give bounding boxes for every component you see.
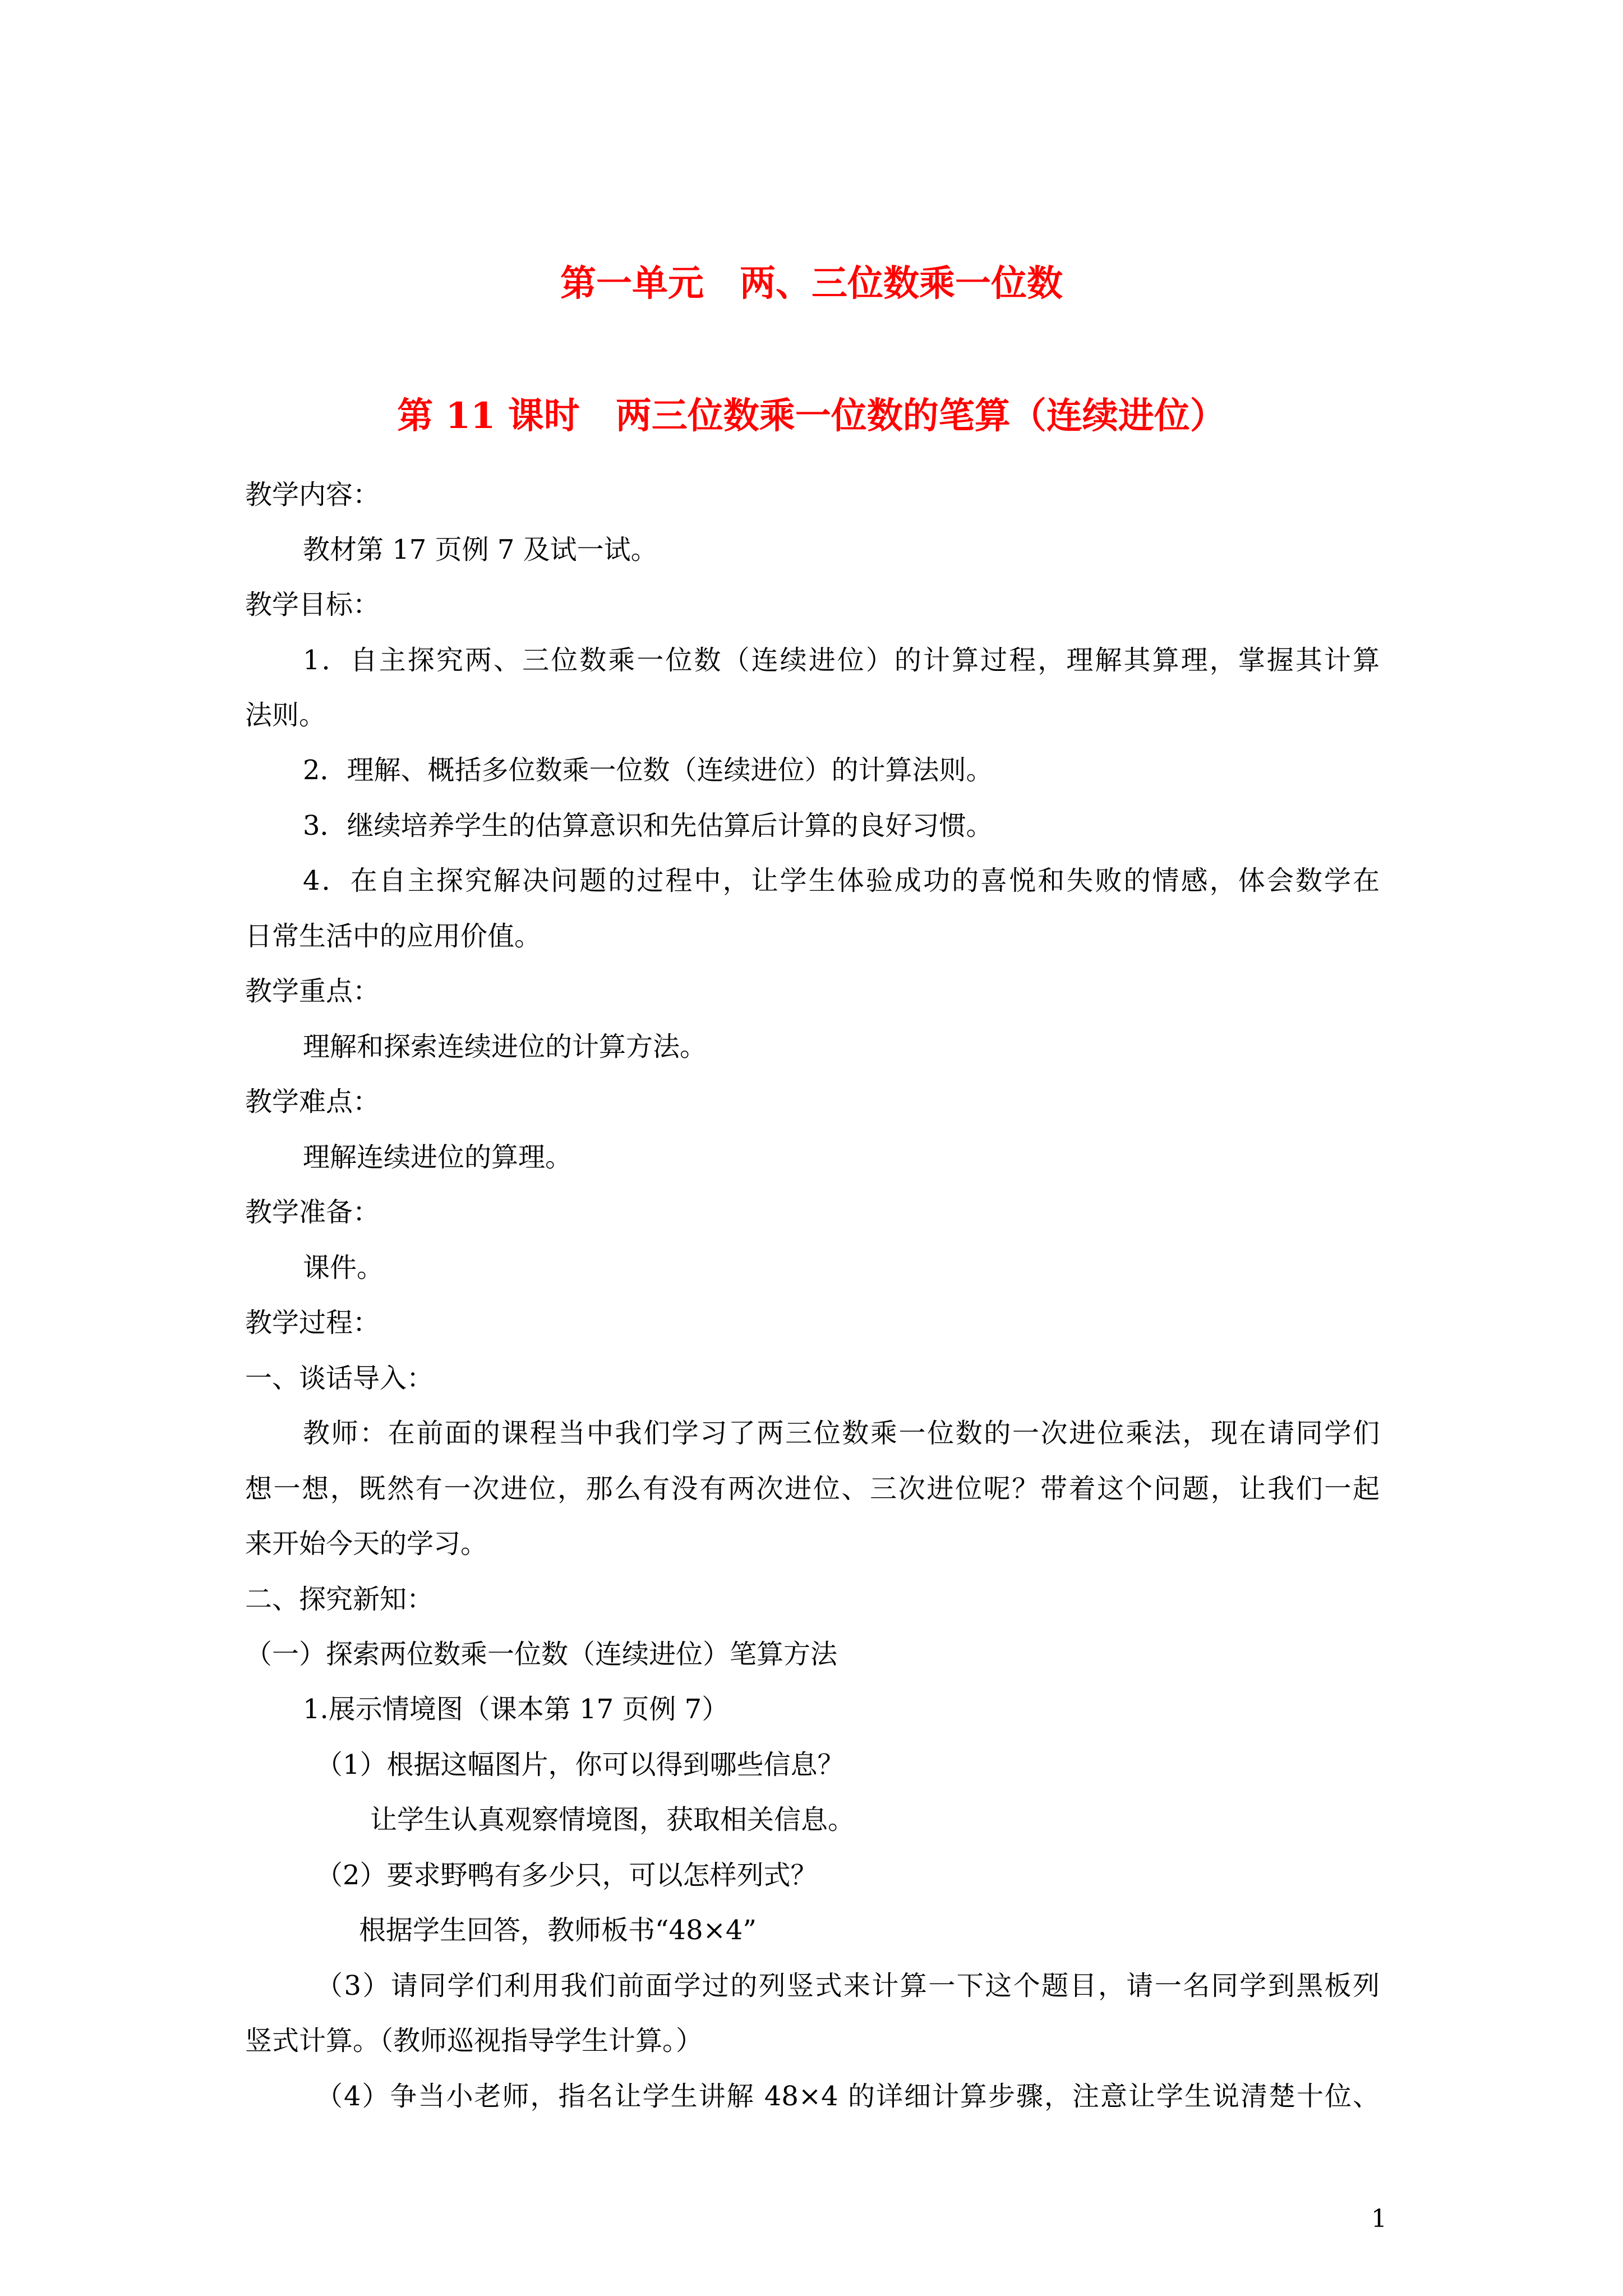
subsection-heading: （一）探索两位数乘一位数（连续进位）笔算方法 xyxy=(245,1639,838,1670)
objective-2: 2．理解、概括多位数乘一位数（连续进位）的计算法则。 xyxy=(303,754,993,786)
content-text: 教材第 17 页例 7 及试一试。 xyxy=(303,534,658,565)
unit-title: 第一单元 两、三位数乘一位数 xyxy=(560,263,1063,305)
item-1: 1.展示情境图（课本第 17 页例 7） xyxy=(303,1694,729,1725)
item-1-1: （1）根据这幅图片，你可以得到哪些信息？ xyxy=(316,1749,845,1780)
objective-1-line-1: 1．自主探究两、三位数乘一位数（连续进位）的计算过程，理解其算理，掌握其计算 xyxy=(303,645,1380,676)
step-one-heading: 一、谈话导入： xyxy=(245,1363,434,1394)
step-two-heading: 二、探究新知： xyxy=(245,1584,434,1615)
objective-1-line-2: 法则。 xyxy=(245,700,326,731)
key-points-text: 理解和探索连续进位的计算方法。 xyxy=(303,1031,707,1062)
difficulties-text: 理解连续进位的算理。 xyxy=(303,1142,573,1173)
lesson-title: 第 11 课时 两三位数乘一位数的笔算（连续进位） xyxy=(397,395,1226,437)
section-heading-process: 教学过程： xyxy=(245,1307,380,1338)
intro-paragraph-line-3: 来开始今天的学习。 xyxy=(245,1528,488,1559)
section-heading-content: 教学内容： xyxy=(245,479,380,510)
intro-paragraph-line-2: 想一想，既然有一次进位，那么有没有两次进位、三次进位呢？带着这个问题，让我们一起 xyxy=(245,1473,1380,1504)
section-heading-key-points: 教学重点： xyxy=(245,976,380,1007)
item-1-2: （2）要求野鸭有多少只，可以怎样列式？ xyxy=(316,1860,818,1891)
section-heading-objectives: 教学目标： xyxy=(245,589,380,620)
item-1-4-line-1: （4）争当小老师，指名让学生讲解 48×4 的详细计算步骤，注意让学生说清楚十位、 xyxy=(316,2081,1380,2112)
item-1-2-note: 根据学生回答，教师板书“48×4” xyxy=(359,1915,757,1946)
item-1-3-line-1: （3）请同学们利用我们前面学过的列竖式来计算一下这个题目，请一名同学到黑板列 xyxy=(316,1970,1380,2001)
intro-paragraph-line-1: 教师：在前面的课程当中我们学习了两三位数乘一位数的一次进位乘法，现在请同学们 xyxy=(303,1418,1380,1449)
objective-4-line-1: 4．在自主探究解决问题的过程中，让学生体验成功的喜悦和失败的情感，体会数学在 xyxy=(303,865,1380,896)
preparation-text: 课件。 xyxy=(303,1252,384,1283)
objective-3: 3．继续培养学生的估算意识和先估算后计算的良好习惯。 xyxy=(303,810,993,841)
item-1-3-line-2: 竖式计算。（教师巡视指导学生计算。） xyxy=(245,2025,703,2056)
section-heading-preparation: 教学准备： xyxy=(245,1197,380,1228)
section-heading-difficulties: 教学难点： xyxy=(245,1086,380,1117)
objective-4-line-2: 日常生活中的应用价值。 xyxy=(245,921,542,952)
item-1-1-note: 让学生认真观察情境图，获取相关信息。 xyxy=(370,1804,855,1835)
page-number: 1 xyxy=(1371,2205,1387,2233)
